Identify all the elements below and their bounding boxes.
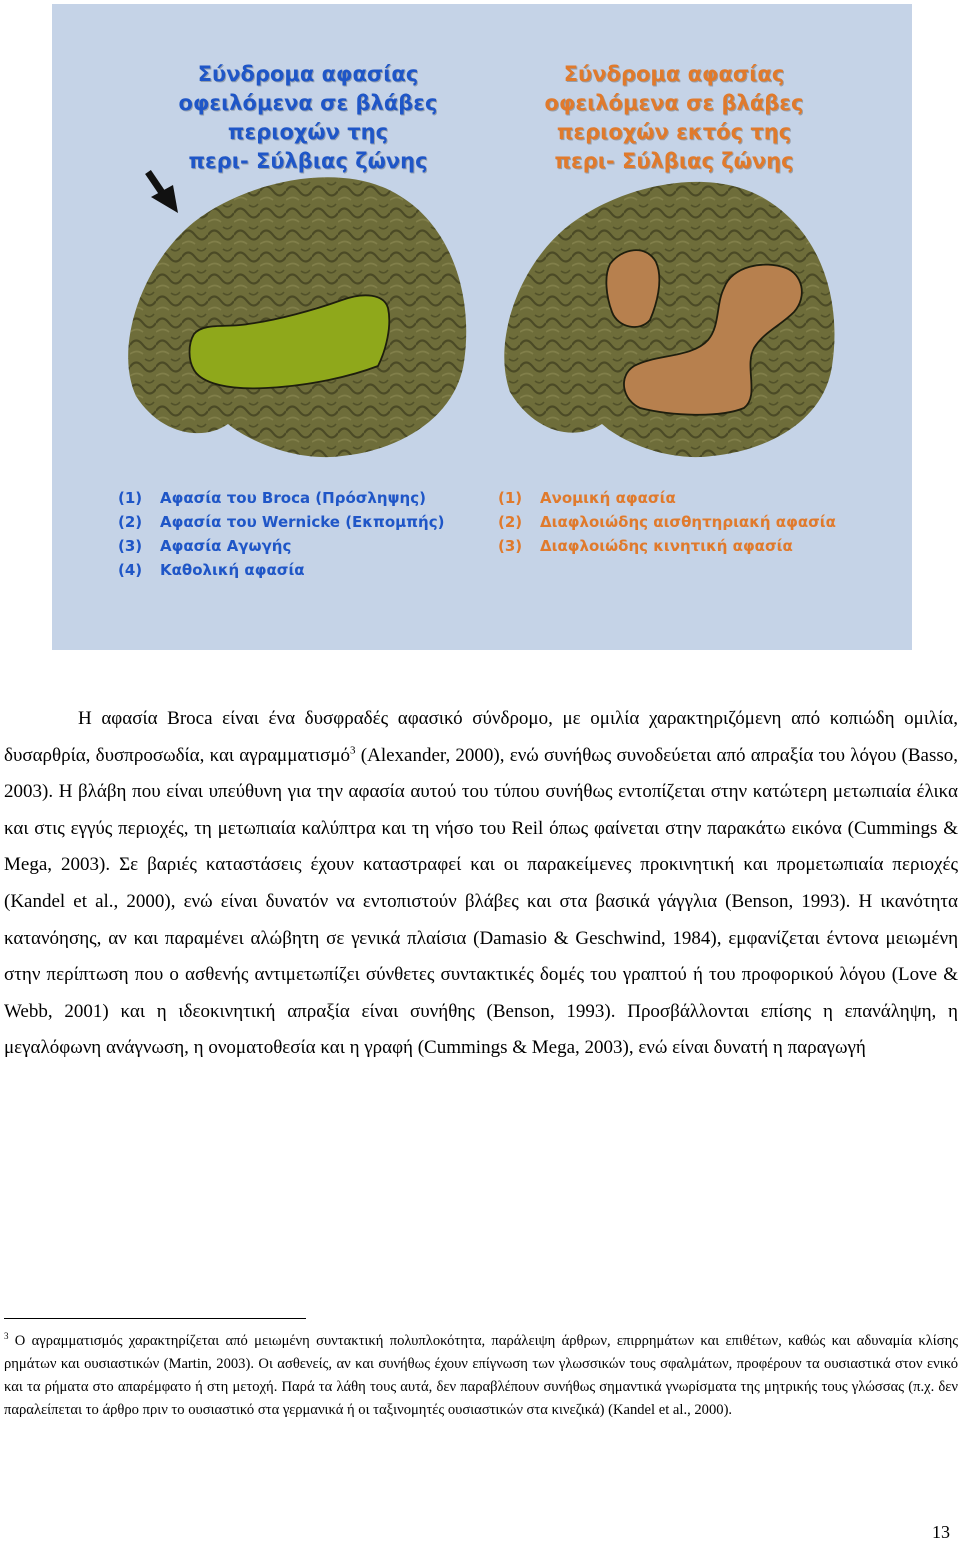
legend-item bbox=[118, 510, 444, 534]
legend-number: (3) bbox=[118, 537, 143, 555]
legend-number: (1) bbox=[498, 489, 523, 507]
aphasia-brain-figure bbox=[52, 4, 912, 650]
left-brain bbox=[128, 177, 466, 457]
legend-label: Ανομική αφασία bbox=[540, 489, 676, 507]
footnote-text: Ο αγραμματισμός χαρακτηρίζεται από μειωμένη συντακτική πολυπλοκότητα, παράλειψη άρθρων, επιρρημάτων και επιθέτων, καθώς και αδυναμία κλίσης ρημάτων και ουσιαστικών (Martin, 2003). Οι ασθενείς, αν και συνήθως έχουν επίγνωση των γλωσσικών τους σφαλμάτων, προφέρουν τα ουσιαστικά στον ενικό και τα ρήματα στο απαρέμφατο ή στη μετοχή. Παρά τα λάθη τους αυτά, δεν παραβλέπουν συνήθως σημαντικά γνωρίσματα της μητρικής τους γλώσσας (π.χ. δεν παραλείπεται το άρθρο πριν το ουσιαστικό στα γερμανικά ή οι ταξινομητές ουσιαστικών στα κινεζικά) (Kandel et al., 2000). bbox=[4, 1333, 958, 1418]
left-legend bbox=[118, 486, 444, 582]
legend-item bbox=[498, 534, 836, 558]
legend-item bbox=[118, 486, 444, 510]
paragraph-part-2: (Alexander, 2000), ενώ συνήθως συνοδεύεται από απραξία του λόγου (Basso, 2003). Η βλάβη που είναι υπεύθυνη για την αφασία αυτού του τύπου συνήθως εντοπίζεται στην κατώτερη μετωπιαία έλικα και στις εγγύς περιοχές, τη μετωπιαία καλύπτρα και τη νήσο του Reil όπως φαίνεται στην παρακάτω εικόνα (Cummings & Mega, 2003). Σε βαριές καταστάσεις έχουν καταστραφεί και οι παρακείμενες προκινητική και προμετωπιαία περιοχές (Kandel et al., 2000), ενώ είναι δυνατόν να εντοπιστούν βλάβες και στα βασικά γάγγλια (Benson, 1993). Η ικανότητα κατανόησης, αν και παραμένει αλώβητη σε γενικά πλαίσια (Damasio & Geschwind, 1984), εμφανίζεται έντονα μειωμένη στην περίπτωση που ο ασθενής αντιμετωπίζει σύνθετες συντακτικές δομές του γραπτού ή του προφορικού λόγου (Love & Webb, 2001) και η ιδεοκινητική απραξία είναι συνήθης (Benson, 1993). Προσβάλλονται επίσης η επανάληψη, η μεγαλόφωνη ανάγνωση, η ονοματοθεσία και η γραφή (Cummings & Mega, 2003), ενώ είναι δυνατή η παραγωγή bbox=[4, 744, 958, 1059]
right-figure-title: Σύνδρομα αφασίας οφειλόμενα σε βλάβες περιοχών εκτός της περι- Σύλβιας ζώνης bbox=[544, 62, 804, 173]
legend-item bbox=[118, 558, 444, 582]
right-brain bbox=[504, 182, 834, 457]
paragraph-part-1: Η αφασία Broca είναι ένα δυσφραδές αφασικό σύνδρομο, με ομιλία χαρακτηριζόμενη από κοπιώδη ομιλία, δυσαρθρία, δυσπροσωδία, και αγραμματισμό bbox=[4, 708, 958, 766]
pointer-arrow-icon bbox=[148, 172, 178, 213]
legend-number: (2) bbox=[118, 513, 143, 531]
legend-item bbox=[118, 534, 444, 558]
footnote-number: 3 bbox=[4, 1331, 9, 1342]
legend-item bbox=[498, 510, 836, 534]
right-legend bbox=[498, 486, 836, 558]
legend-item bbox=[498, 486, 836, 510]
page-number: 13 bbox=[932, 1522, 950, 1542]
frontal-region bbox=[606, 250, 659, 327]
legend-label: Καθολική αφασία bbox=[160, 561, 305, 579]
legend-number: (2) bbox=[498, 513, 523, 531]
footnote-reference[interactable]: 3 bbox=[350, 744, 356, 757]
legend-label: Διαφλοιώδης αισθητηριακή αφασία bbox=[540, 513, 836, 531]
legend-label: Αφασία του Broca (Πρόσληψης) bbox=[160, 489, 426, 507]
body-paragraph bbox=[4, 701, 958, 1067]
legend-number: (4) bbox=[118, 561, 143, 579]
legend-number: (1) bbox=[118, 489, 143, 507]
legend-number: (3) bbox=[498, 537, 523, 555]
footnote bbox=[4, 1330, 958, 1422]
legend-label: Αφασία του Wernicke (Εκπομπής) bbox=[160, 513, 445, 531]
footnote-divider bbox=[4, 1318, 306, 1319]
left-figure-title: Σύνδρομα αφασίας οφειλόμενα σε βλάβες περιοχών της περι- Σύλβιας ζώνης bbox=[178, 62, 438, 173]
legend-label: Αφασία Αγωγής bbox=[160, 537, 292, 555]
legend-label: Διαφλοιώδης κινητική αφασία bbox=[540, 537, 793, 555]
